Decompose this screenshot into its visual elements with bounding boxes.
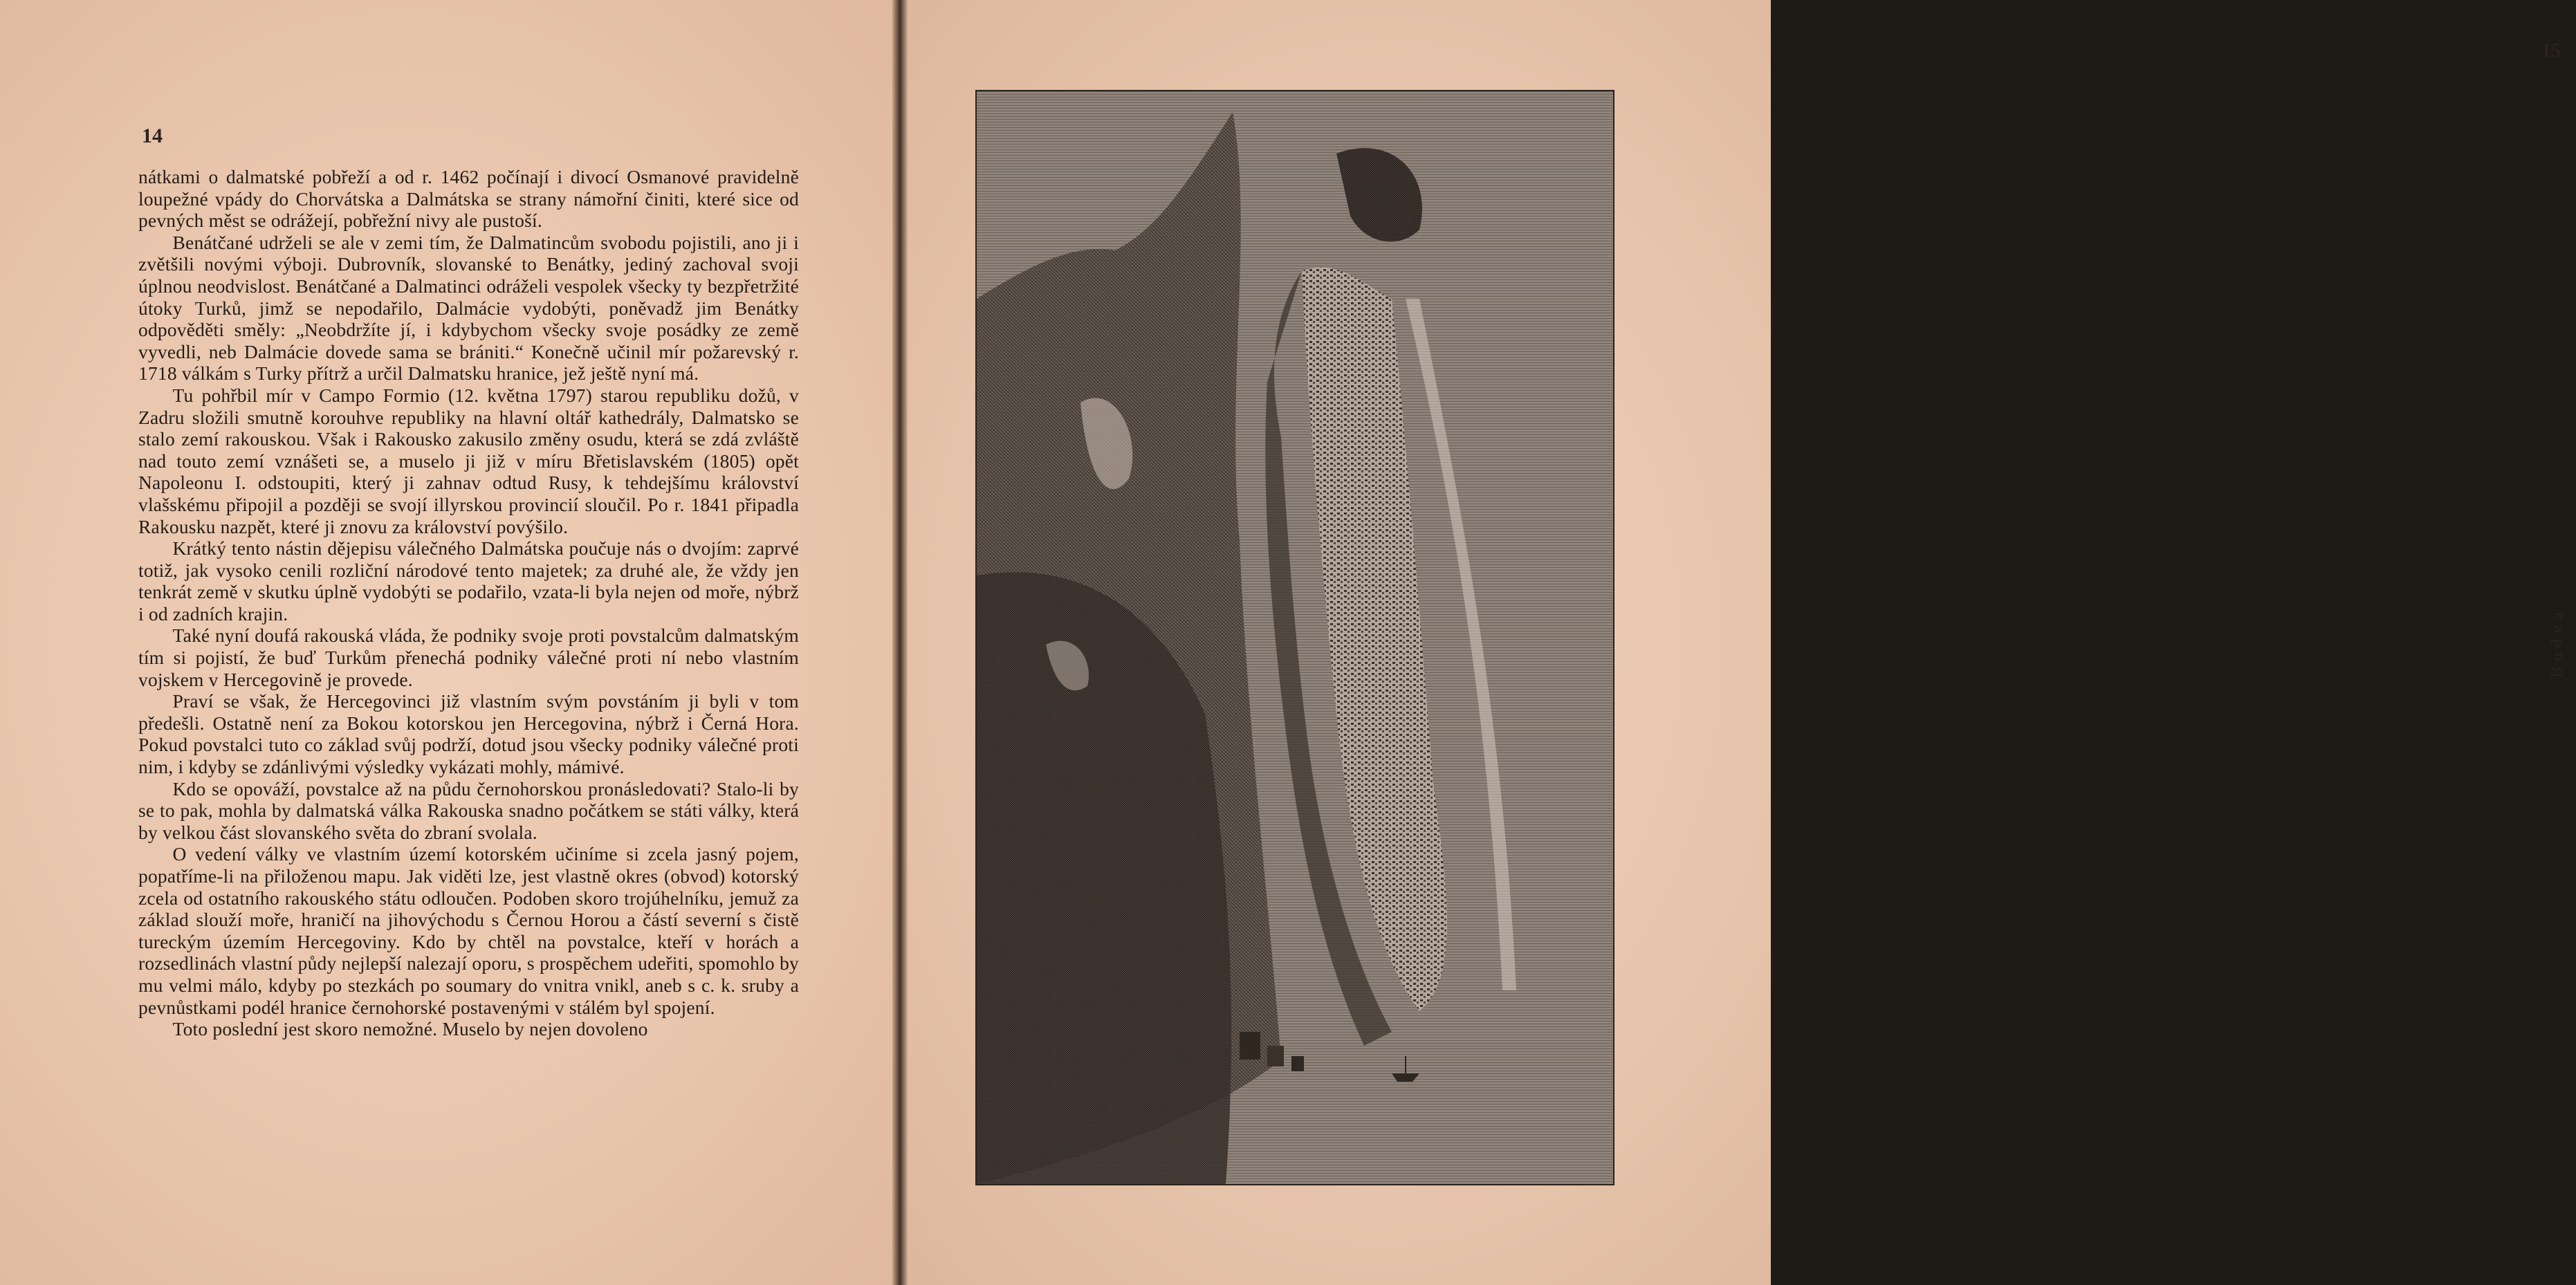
paragraph-6: Praví se však, že Hercegovinci již vlastním svým povstáním ji byli v tom předešli. Ostatně není za Bokou kotorskou jen Hercegovina, nýbrž i Černá Hora. Pokud povstalci tuto co základ svůj podrží, dotud jsou všecky podniky válečné proti nim, i kdyby se zdánlivými výsledky vykázati mohly, mámivé.: [138, 690, 799, 778]
paragraph-8: O vedení války ve vlastním území kotorském učiníme si zcela jasný pojem, popatříme-li na přiloženou mapu. Jak viděti lze, jest vlastně okres (obvod) kotorský zcela od ostatního rakouského státu odloučen. Podoben skoro trojúhelníku, jemuž za základ slouží moře, hraničí na jihovýchodu s Černou Horou a částí severní s čistě tureckým územím Hercegoviny. Kdo by chtěl na povstalce, kteří v horách a rozsedlinách vlastní půdy nejlepší nalezají oporu, s prospěchem udeřiti, spomohlo by mu velmi málo, kdyby po stezkách po soumary do vnitra vnikl, aneb s c. k. sruby a pevnůstkami podél hranice černohorské postavenými v stálém byl spojení.: [138, 843, 799, 1018]
paragraph-7: Kdo se opováží, povstalce až na půdu černohorskou pronásledovati? Stalo-li by se to pak, mohla by dalmatská válka Rakouska snadno počátkem se státi války, která by velkou část slovanského světa do zbraní svolala.: [138, 777, 799, 843]
paragraph-2: Benátčané udrželi se ale v zemi tím, že Dalmatincům svobodu pojistili, ano ji i zvětšili novými výboji. Dubrovník, slovanské to Benátky, jediný zachoval svoji úplnou neodvislost. Benátčané a Dalmatinci odráželi vespolek všecky ty bezpřetržité útoky Turků, jimž se nepodařilo, Dalmácie vydobýti, poněvadž jim Benátky odpověděti směly: „Neobdržíte jí, i kdybychom všecky svoje posádky ze země vyvedli, neb Dalmácie dovede sama se brániti.“ Konečně učinil mír požarevský r. 1718 válkám s Turky přítrž a určil Dalmatsku hranice, jež ještě nyní má.: [138, 231, 799, 385]
page-number-left: 14: [142, 124, 163, 147]
body-text: [138, 166, 799, 1273]
book-gutter: [892, 0, 908, 1285]
left-page: [0, 0, 905, 1285]
paragraph-5: Také nyní doufá rakouská vláda, že podniky svoje proti povstalcům dalmatským tím si pojistí, že buď Turkům přenechá podniky válečné proti ní nebo vlastním vojskem v Hercegovině je provede.: [138, 625, 799, 690]
paragraph-1: nátkami o dalmatské pobřeží a od r. 1462 počínají i divocí Osmanové pravidelně loupežné vpády do Chorvátska a Dalmátska se strany námořní činiti, které sice od pevných měst se odrážejí, pobřežní nivy ale pustoší.: [138, 166, 799, 232]
paragraph-3: Tu pohřbil mír v Campo Formio (12. května 1797) starou republiku dožů, v Zadru složili smutně korouhve republiky na hlavní oltář kathedrály, Dalmatsko se stalo zemí rakouskou. Však i Rakousko zakusilo změny osudu, která se zdá zvláště nad touto zemí vznášeti se, a muselo ji již v míru Břetislavském (1805) opět Napoleonu I. odstoupiti, který ji zahnav odtud Rusy, k tehdejšímu království vlašskému připojil a později se svojí illyrskou provincií sloučil. Po r. 1841 připadla Rakousku nazpět, které ji znovu za království povýšilo.: [138, 384, 799, 537]
illustration-caption: Budva: [2548, 607, 2566, 678]
engraving-picture: [977, 91, 1613, 1184]
paragraph-4: Krátký tento nástin dějepisu válečného Dalmátska poučuje nás o dvojím: zaprvé totiž, jak vysoko cenili rozliční národové tento majetek; za druhé ale, že vždy jen tenkrát země v skutku úplně vydobýti se podařilo, vzata-li byla nejen od moře, nýbrž i od zadních krajin.: [138, 537, 799, 625]
page-number-right: 15: [2541, 40, 2561, 62]
paragraph-9: Toto poslední jest skoro nemožné. Muselo by nejen dovoleno: [172, 1018, 648, 1040]
illustration-engraving: [975, 90, 1614, 1185]
